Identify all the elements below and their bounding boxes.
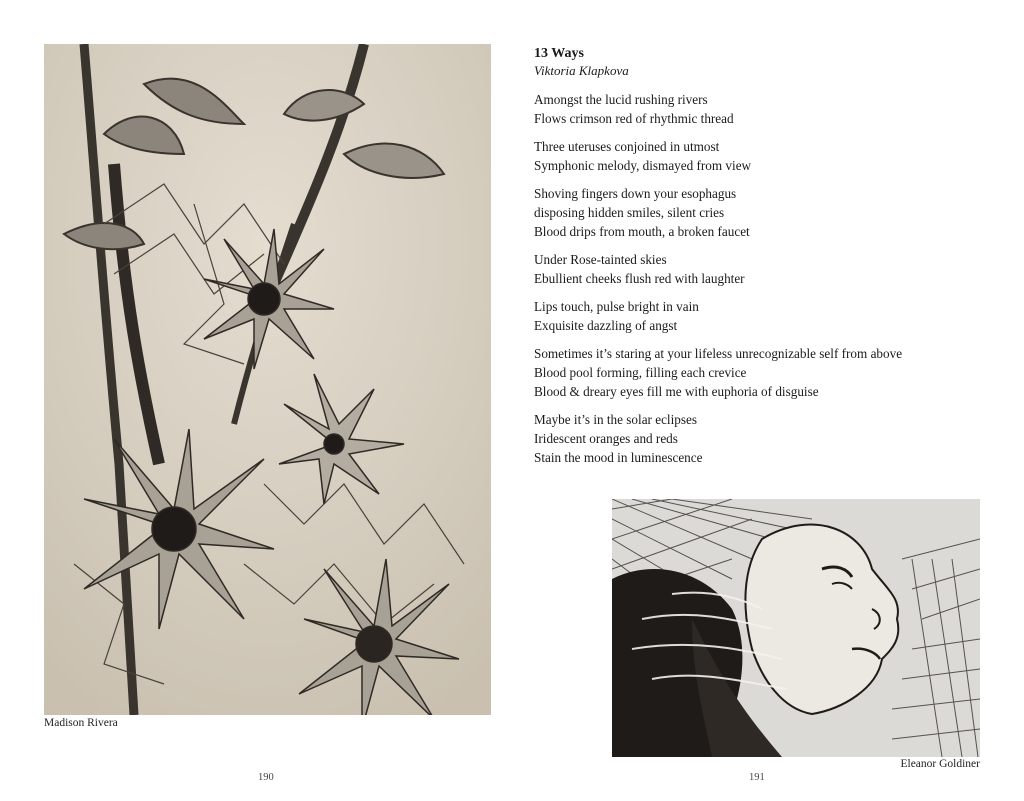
poem-line: Lips touch, pulse bright in vain <box>534 299 699 314</box>
stanza <box>534 137 994 175</box>
artist-caption-left: Madison Rivera <box>44 717 118 729</box>
face-etching-image <box>612 499 980 757</box>
poem-line: Exquisite dazzling of angst <box>534 318 678 333</box>
artist-caption-right: Eleanor Goldiner <box>900 758 980 770</box>
poem-line: Ebullient cheeks flush red with laughter <box>534 271 745 286</box>
stanza <box>534 410 994 467</box>
poem-author: Viktoria Klapkova <box>534 63 629 78</box>
poem-line: Blood pool forming, filling each crevice <box>534 365 747 380</box>
flower-drawing-artwork <box>44 44 491 715</box>
poem-line: disposing hidden smiles, silent cries <box>534 205 725 220</box>
poem-title: 13 Ways <box>534 46 584 61</box>
page-number-left: 190 <box>258 772 274 783</box>
stanza <box>534 344 994 401</box>
poem-line: Iridescent oranges and reds <box>534 431 678 446</box>
poem-line: Flows crimson red of rhythmic thread <box>534 111 734 126</box>
flower-drawing-image <box>44 44 491 715</box>
poem-line: Amongst the lucid rushing rivers <box>534 92 708 107</box>
stanza <box>534 297 994 335</box>
page-number-right: 191 <box>749 772 765 783</box>
poem-line: Blood & dreary eyes fill me with euphoria of disguise <box>534 384 819 399</box>
poem-line: Stain the mood in luminescence <box>534 450 703 465</box>
face-etching-artwork <box>612 499 980 757</box>
stanza <box>534 90 994 128</box>
poem-line: Three uteruses conjoined in utmost <box>534 139 720 154</box>
poem <box>534 45 994 476</box>
poem-line: Sometimes it’s staring at your lifeless unrecognizable self from above <box>534 346 903 361</box>
stanza <box>534 184 994 241</box>
poem-line: Shoving fingers down your esophagus <box>534 186 737 201</box>
poem-line: Symphonic melody, dismayed from view <box>534 158 752 173</box>
stanza <box>534 250 994 288</box>
poem-line: Under Rose-tainted skies <box>534 252 667 267</box>
poem-line: Blood drips from mouth, a broken faucet <box>534 224 750 239</box>
poem-line: Maybe it’s in the solar eclipses <box>534 412 697 427</box>
